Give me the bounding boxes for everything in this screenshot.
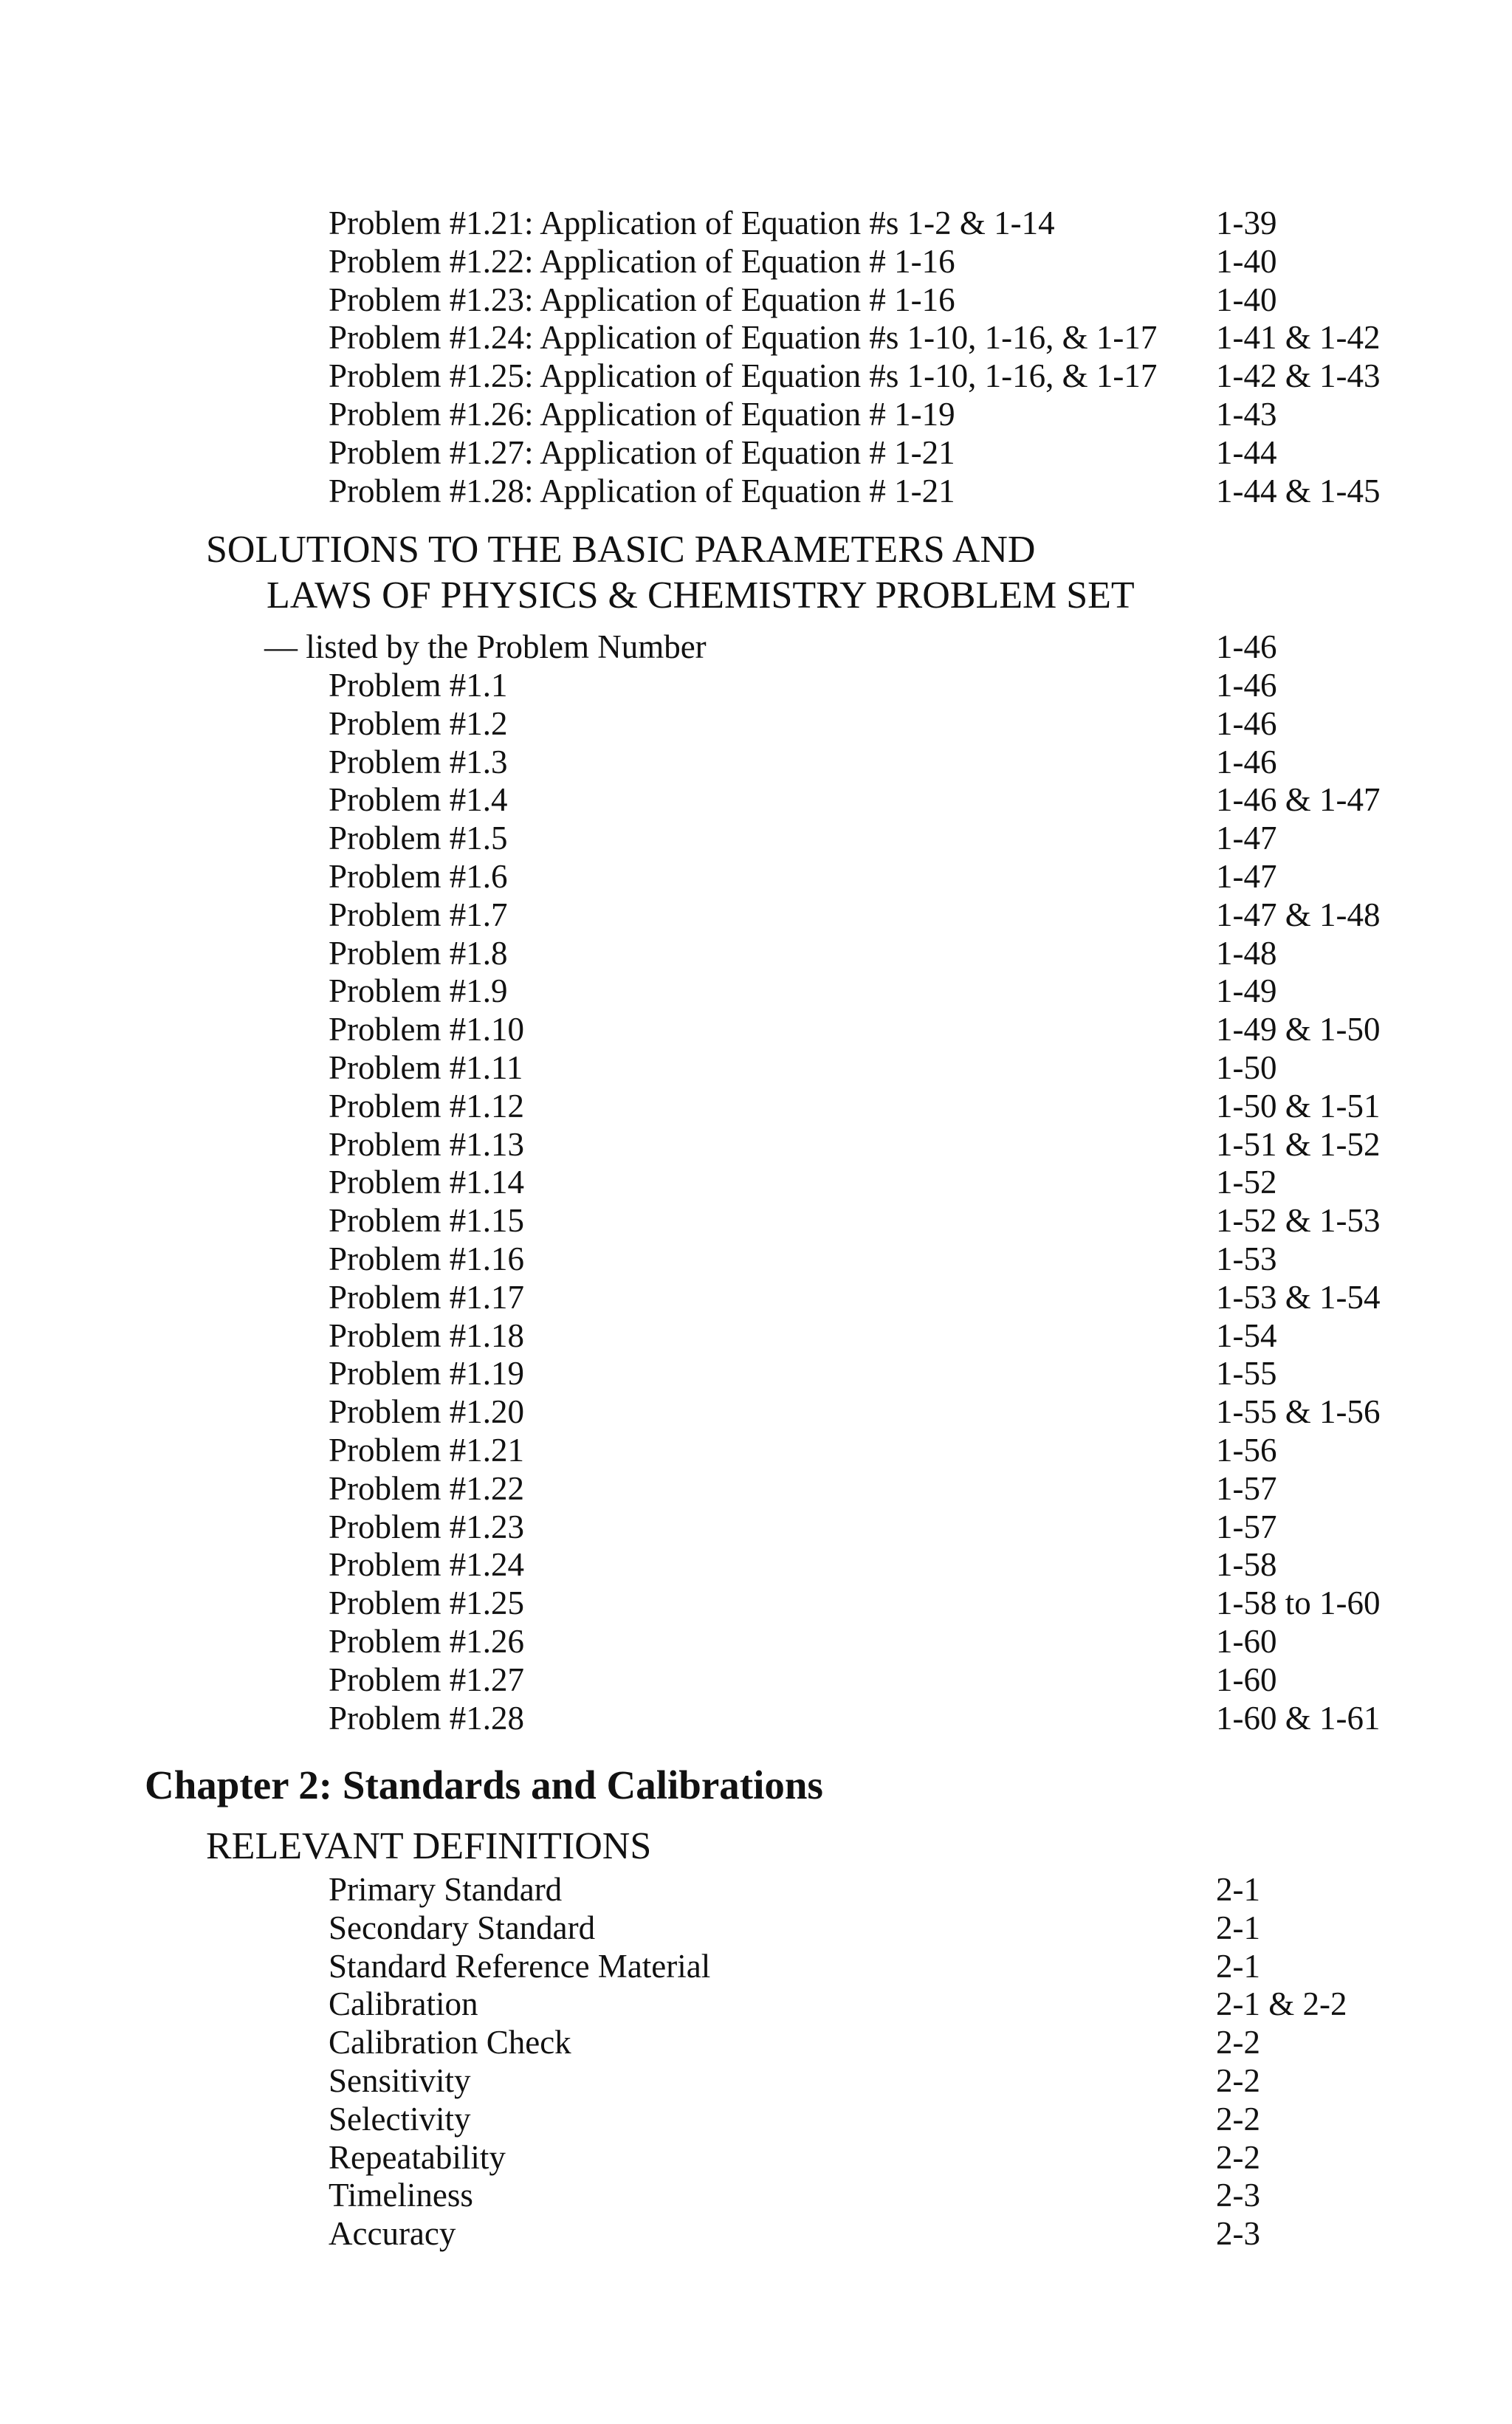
toc-entry	[0, 934, 1512, 972]
toc-entry-page: 1-48	[1216, 934, 1277, 972]
toc-entry-page: 1-40	[1216, 281, 1277, 318]
toc-entry	[0, 1699, 1512, 1737]
toc-entry	[0, 896, 1512, 934]
toc-entry-page: 1-44	[1216, 433, 1277, 471]
toc-entry-title: Problem #1.27	[329, 1661, 524, 1698]
toc-entry-page: 1-47	[1216, 820, 1277, 857]
toc-entry-page: 1-47	[1216, 858, 1277, 895]
toc-entry-title: Secondary Standard	[329, 1909, 596, 1946]
toc-entry	[0, 666, 1512, 704]
toc-entry-page: 1-60	[1216, 1661, 1277, 1698]
toc-entry-page: 1-55 & 1-56	[1216, 1393, 1381, 1431]
toc-entry	[0, 2176, 1512, 2214]
toc-entry-title: Problem #1.26: Application of Equation # 1-19	[329, 396, 955, 433]
toc-entry	[0, 2023, 1512, 2061]
toc-entry-page: 1-60	[1216, 1623, 1277, 1660]
toc-entry-title: Primary Standard	[329, 1871, 563, 1908]
toc-entry	[0, 1870, 1512, 1909]
toc-entry-page: 1-40	[1216, 242, 1277, 280]
toc-entry-title: Problem #1.28: Application of Equation # 1-21	[329, 472, 955, 509]
toc-entry-title: Problem #1.19	[329, 1355, 524, 1393]
toc-entry-title: Problem #1.25	[329, 1584, 524, 1622]
toc-entry-page: 1-46	[1216, 704, 1277, 742]
toc-entry-title: Timeliness	[329, 2177, 473, 2214]
toc-entry-page: 2-3	[1216, 2177, 1260, 2214]
toc-entry-page: 2-1	[1216, 1871, 1260, 1908]
toc-entry-title: Problem #1.9	[329, 972, 508, 1010]
toc-entry-title: Problem #1.28	[329, 1699, 524, 1737]
toc-entry-page: 1-47 & 1-48	[1216, 896, 1381, 933]
toc-entry	[0, 1393, 1512, 1431]
toc-entry-title: Problem #1.13	[329, 1125, 524, 1163]
toc-entry	[0, 2214, 1512, 2253]
toc-entry-title: Selectivity	[329, 2100, 471, 2138]
toc-entry-page: 1-46	[1216, 667, 1277, 704]
toc-entry-title: Repeatability	[329, 2138, 506, 2176]
toc-entry	[0, 1909, 1512, 1947]
toc-entry-title: Problem #1.21: Application of Equation #s 1-2 & 1-14	[329, 205, 1055, 241]
toc-entry-title: Sensitivity	[329, 2062, 471, 2099]
toc-entry-title: Calibration Check	[329, 2024, 571, 2061]
toc-entry-title: Problem #1.6	[329, 858, 508, 895]
toc-entry-page: 1-50	[1216, 1049, 1277, 1086]
toc-entry	[0, 1584, 1512, 1622]
toc-entry-title: Problem #1.11	[329, 1049, 523, 1086]
toc-entry	[0, 704, 1512, 743]
toc-entry-title: Problem #1.24: Application of Equation #s 1-10, 1-16, & 1-17	[329, 319, 1158, 357]
toc-entry	[0, 204, 1512, 242]
toc-entry	[0, 472, 1512, 510]
toc-entry-page: 1-60 & 1-61	[1216, 1699, 1381, 1737]
toc-entry	[0, 2138, 1512, 2177]
toc-entry	[0, 1087, 1512, 1125]
toc-entry	[0, 1278, 1512, 1316]
toc-entry-page: 2-1 & 2-2	[1216, 1985, 1347, 2023]
toc-entry-title: Problem #1.27: Application of Equation # 1-21	[329, 433, 955, 471]
toc-entry-page: 1-58	[1216, 1546, 1277, 1584]
toc-entry-title: Problem #1.23	[329, 1508, 524, 1545]
toc-entry	[0, 1316, 1512, 1355]
toc-entry-page: 1-56	[1216, 1432, 1277, 1469]
toc-entry-title: Problem #1.8	[329, 934, 508, 972]
toc-entry-page: 1-43	[1216, 396, 1277, 433]
toc-entry-title: Calibration	[329, 1985, 478, 2023]
toc-entry-page: 1-51 & 1-52	[1216, 1125, 1381, 1163]
toc-entry-title: Problem #1.25: Application of Equation #s 1-10, 1-16, & 1-17	[329, 357, 1158, 395]
toc-entry	[0, 395, 1512, 433]
toc-entry-title: Accuracy	[329, 2215, 456, 2253]
toc-entry-title: Problem #1.23: Application of Equation # 1-16	[329, 281, 955, 318]
toc-entry-title: Problem #1.26	[329, 1623, 524, 1660]
toc-entry-page: 2-1	[1216, 1909, 1260, 1946]
toc-entry	[0, 1201, 1512, 1240]
toc-entry-page: 2-2	[1216, 2024, 1260, 2061]
toc-entry-page: 1-57	[1216, 1508, 1277, 1545]
toc-entry-page: 1-41 & 1-42	[1216, 319, 1381, 357]
toc-entry	[0, 1048, 1512, 1087]
toc-entry-page: 1-46	[1216, 743, 1277, 780]
toc-entry-title: Problem #1.22	[329, 1469, 524, 1507]
toc-entry	[0, 857, 1512, 896]
toc-entry	[0, 780, 1512, 819]
toc-entry-title: Problem #1.3	[329, 743, 508, 780]
toc-entry-page: 1-44 & 1-45	[1216, 472, 1381, 509]
toc-entry-page: 1-53	[1216, 1240, 1277, 1277]
toc-entry-page: 1-49 & 1-50	[1216, 1011, 1381, 1048]
toc-entry-title: Problem #1.7	[329, 896, 508, 933]
toc-entry	[0, 972, 1512, 1010]
toc-entry-page: 1-42 & 1-43	[1216, 357, 1381, 395]
toc-entry	[0, 743, 1512, 781]
toc-entry-title: — listed by the Problem Number	[264, 628, 707, 665]
toc-entry-page: 2-2	[1216, 2100, 1260, 2138]
toc-entry	[0, 357, 1512, 395]
toc-entry	[0, 1545, 1512, 1584]
toc-entry-title: Problem #1.18	[329, 1316, 524, 1354]
toc-entry-page: 2-1	[1216, 1947, 1260, 1985]
toc-entry-page: 1-53 & 1-54	[1216, 1278, 1381, 1316]
section-heading-definitions: RELEVANT DEFINITIONS	[206, 1825, 652, 1867]
toc-entry	[0, 1622, 1512, 1661]
toc-entry	[0, 1985, 1512, 2023]
toc-entry-page: 1-52	[1216, 1164, 1277, 1201]
toc-entry-page: 1-46 & 1-47	[1216, 781, 1381, 819]
toc-entry	[0, 1947, 1512, 1985]
toc-entry	[0, 1240, 1512, 1278]
toc-entry-page: 1-52 & 1-53	[1216, 1202, 1381, 1240]
toc-entry-title: Standard Reference Material	[329, 1947, 711, 1985]
toc-entry-page: 1-49	[1216, 972, 1277, 1010]
toc-entry-title: Problem #1.20	[329, 1393, 524, 1431]
toc-entry-page: 2-2	[1216, 2062, 1260, 2099]
section-heading-solutions: SOLUTIONS TO THE BASIC PARAMETERS AND	[206, 529, 1036, 571]
toc-entry-page: 1-58 to 1-60	[1216, 1584, 1381, 1622]
toc-entry	[0, 1661, 1512, 1699]
toc-entry-title: Problem #1.5	[329, 820, 508, 857]
toc-entry-page: 1-46	[1216, 628, 1277, 665]
toc-entry	[0, 2100, 1512, 2138]
toc-entry-listed-by	[0, 628, 1512, 666]
toc-entry-title: Problem #1.15	[329, 1202, 524, 1240]
toc-entry	[0, 2061, 1512, 2100]
chapter-heading: Chapter 2: Standards and Calibrations	[145, 1762, 823, 1807]
toc-entry-page: 1-57	[1216, 1469, 1277, 1507]
toc-entry	[0, 281, 1512, 319]
toc-entry-page: 1-50 & 1-51	[1216, 1087, 1381, 1125]
toc-entry	[0, 1010, 1512, 1048]
toc-entry	[0, 433, 1512, 472]
toc-entry	[0, 819, 1512, 857]
toc-entry-page: 2-2	[1216, 2138, 1260, 2176]
toc-entry-title: Problem #1.4	[329, 781, 508, 819]
toc-entry	[0, 318, 1512, 357]
toc-entry-page: 1-55	[1216, 1355, 1277, 1393]
toc-entry-title: Problem #1.21	[329, 1432, 524, 1469]
toc-entry	[0, 1469, 1512, 1508]
toc-entry	[0, 1431, 1512, 1469]
toc-entry	[0, 242, 1512, 281]
toc-entry-title: Problem #1.2	[329, 704, 508, 742]
toc-entry-title: Problem #1.22: Application of Equation # 1-16	[329, 242, 955, 280]
toc-entry-page: 2-3	[1216, 2215, 1260, 2253]
section-heading-solutions-line2: LAWS OF PHYSICS & CHEMISTRY PROBLEM SET	[267, 574, 1135, 617]
toc-entry	[0, 1508, 1512, 1546]
toc-entry-title: Problem #1.14	[329, 1164, 524, 1201]
toc-entry-title: Problem #1.16	[329, 1240, 524, 1277]
toc-entry-title: Problem #1.17	[329, 1278, 524, 1316]
toc-entry	[0, 1125, 1512, 1164]
toc-entry-title: Problem #1.24	[329, 1546, 524, 1584]
toc-entry	[0, 1163, 1512, 1201]
toc-entry-page: 1-54	[1216, 1316, 1277, 1354]
toc-entry-title: Problem #1.12	[329, 1087, 524, 1125]
toc-entry-page: 1-39	[1216, 205, 1277, 241]
toc-entry-title: Problem #1.1	[329, 667, 508, 704]
toc-entry-title: Problem #1.10	[329, 1011, 524, 1048]
toc-entry	[0, 1354, 1512, 1393]
